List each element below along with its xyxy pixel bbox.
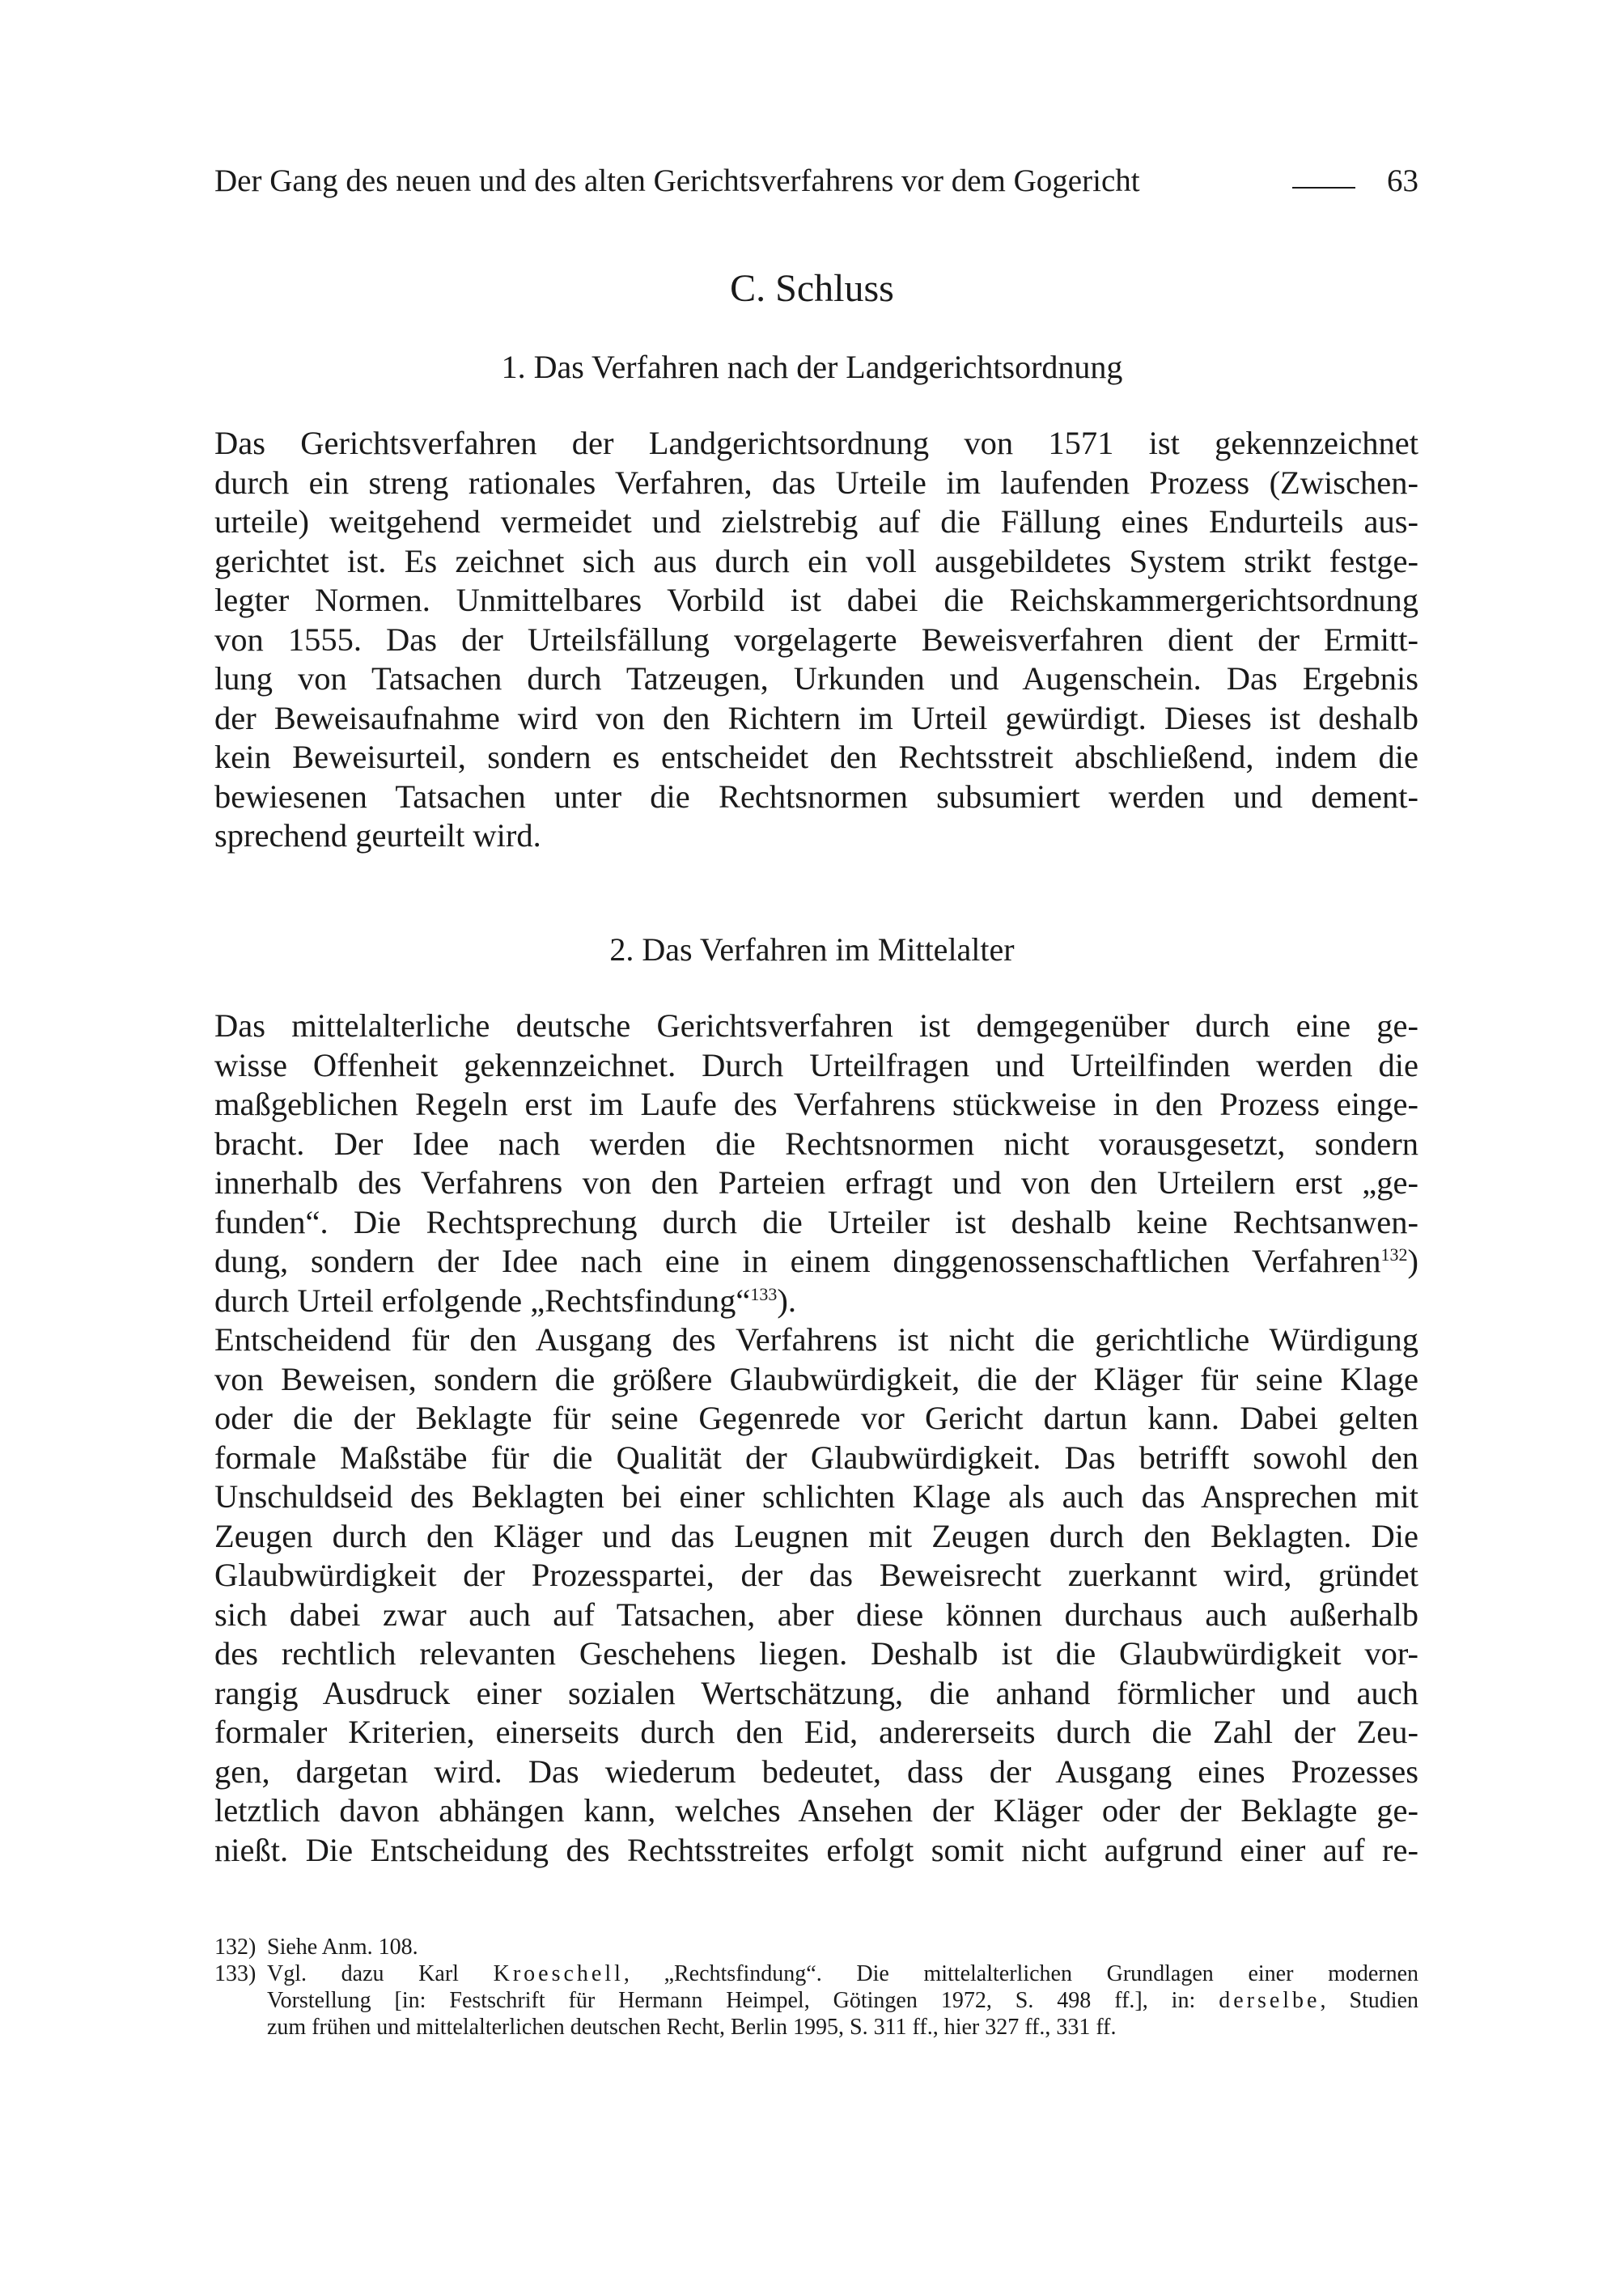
- text-line: bewiesenen Tatsachen unter die Rechtsnormen subsumiert werden und dement-: [214, 778, 1418, 815]
- text-line: oder die der Beklagte für seine Gegenrede vor Gericht dartun kann. Dabei gelten: [214, 1400, 1418, 1436]
- text-line: Glaubwürdigkeit der Prozesspartei, der das Beweisrecht zuerkannt wird, gründet: [214, 1557, 1418, 1593]
- footnote-line-text: Vorstellung [in: Festschrift für Hermann Heimpel, Götingen 1972, S. 498 ff.], in:: [267, 1988, 1196, 2013]
- text-line: maßgeblichen Regeln erst im Laufe des Verfahrens stückweise in den Prozess einge-: [214, 1086, 1418, 1122]
- paragraph-glaubwuerdigkeit: [214, 1320, 1418, 1870]
- page-number: 63: [1387, 163, 1418, 198]
- running-title: Der Gang des neuen und des alten Gerichtsverfahrens vor dem Gogericht: [214, 163, 1140, 198]
- text-line: urteile) weitgehend vermeidet und zielstrebig auf die Fällung eines Endurteils aus-: [214, 503, 1418, 540]
- text-line-with-footnote-ref: [214, 1282, 1418, 1321]
- text-line: nießt. Die Entscheidung des Rechtsstreites erfolgt somit nicht aufgrund einer auf re-: [214, 1831, 1418, 1868]
- footnote-number: 133): [214, 1961, 257, 1986]
- text-line: durch ein streng rationales Verfahren, das Urteile im laufenden Prozess (Zwischen-: [214, 464, 1418, 501]
- footnote-number: 132): [214, 1935, 257, 1960]
- text-line: wisse Offenheit gekennzeichnet. Durch Urteilfragen und Urteilfinden werden die: [214, 1046, 1418, 1083]
- footnote-line-text: Vgl. dazu Karl: [267, 1961, 459, 1986]
- footnotes: [214, 1934, 1418, 2041]
- text-line: innerhalb des Verfahrens von den Parteien erfragt und von den Urteilern erst „ge-: [214, 1164, 1418, 1201]
- text-line: kein Beweisurteil, sondern es entscheidet den Rechtsstreit abschließend, indem die: [214, 739, 1418, 775]
- text-line: Entscheidend für den Ausgang des Verfahrens ist nicht die gerichtliche Würdigung: [214, 1321, 1418, 1358]
- footnote-line-text: , „Rechtsfindung“. Die mittelalterlichen Grundlagen einer modernen: [623, 1961, 1419, 1986]
- text-line: gerichtet ist. Es zeichnet sich aus durch ein voll ausgebildetes System strikt festge-: [214, 542, 1418, 579]
- line-after: ).: [777, 1282, 797, 1319]
- footnote-133: [214, 1960, 1418, 2041]
- footnote-ref-133: 133: [750, 1283, 778, 1304]
- footnote-ref-132: 132: [1380, 1244, 1408, 1265]
- text-line: rangig Ausdruck einer sozialen Wertschätzung, die anhand förmlicher und auch: [214, 1674, 1418, 1711]
- footnote-line: [267, 1960, 1418, 1987]
- text-line: sprechend geurteilt wird.: [214, 817, 541, 854]
- subsection-title-2: 2. Das Verfahren im Mittelalter: [609, 931, 1015, 968]
- text-line: Das Gerichtsverfahren der Landgerichtsordnung von 1571 ist gekennzeichnet: [214, 425, 1418, 461]
- text-line: Unschuldseid des Beklagten bei einer schlichten Klage als auch das Ansprechen mit: [214, 1478, 1418, 1515]
- running-header: [214, 163, 1418, 211]
- text-line: von 1555. Das der Urteilsfällung vorgelagerte Beweisverfahren dient der Ermitt-: [214, 621, 1418, 658]
- line-text: dung, sondern der Idee nach eine in einem dinggenossenschaftlichen Verfahren: [214, 1243, 1381, 1279]
- text-line: Das mittelalterliche deutsche Gerichtsverfahren ist demgegenüber durch eine ge-: [214, 1007, 1418, 1044]
- text-line: letztlich davon abhängen kann, welches Ansehen der Kläger oder der Beklagte ge-: [214, 1792, 1418, 1829]
- text-line: gen, dargetan wird. Das wiederum bedeutet, dass der Ausgang eines Prozesses: [214, 1753, 1418, 1790]
- text-line: Zeugen durch den Kläger und das Leugnen mit Zeugen durch den Beklagten. Die: [214, 1517, 1418, 1554]
- text-line: sich dabei zwar auch auf Tatsachen, aber diese können durchaus auch außerhalb: [214, 1596, 1418, 1633]
- text-line: lung von Tatsachen durch Tatzeugen, Urkunden und Augenschein. Das Ergebnis: [214, 660, 1418, 697]
- author-name: Kroeschell: [493, 1961, 624, 1986]
- text-line-with-footnote-ref: [214, 1242, 1418, 1282]
- line-after: ): [1407, 1243, 1418, 1279]
- text-line: von Beweisen, sondern die größere Glaubwürdigkeit, die der Kläger für seine Klage: [214, 1360, 1418, 1397]
- footnote-line: [267, 1987, 1418, 2014]
- header-rule: [1292, 187, 1355, 189]
- section-title: C. Schluss: [730, 267, 894, 310]
- text-line: formaler Kriterien, einerseits durch den Eid, andererseits durch die Zahl der Zeu-: [214, 1714, 1418, 1750]
- author-name: derselbe: [1219, 1988, 1321, 2013]
- subsection-title-1: 1. Das Verfahren nach der Landgerichtsordnung: [501, 349, 1123, 385]
- text-line: des rechtlich relevanten Geschehens liegen. Deshalb ist die Glaubwürdigkeit vor-: [214, 1635, 1418, 1672]
- paragraph-landgerichtsordnung: [214, 424, 1418, 856]
- footnote-line-text: , Studien: [1320, 1988, 1419, 2013]
- text-line: der Beweisaufnahme wird von den Richtern im Urteil gewürdigt. Dieses ist deshalb: [214, 699, 1418, 736]
- line-text: durch Urteil erfolgende „Rechtsfindung“: [214, 1282, 751, 1319]
- footnote-text: Siehe Anm. 108.: [267, 1935, 418, 1960]
- footnote-line: zum frühen und mittelalterlichen deutschen Recht, Berlin 1995, S. 311 ff., hier 327 ff., 331 ff.: [267, 2015, 1117, 2040]
- footnote-132: [214, 1934, 1418, 1960]
- text-line: legter Normen. Unmittelbares Vorbild ist dabei die Reichskammergerichtsordnung: [214, 582, 1418, 618]
- text-line: formale Maßstäbe für die Qualität der Glaubwürdigkeit. Das betrifft sowohl den: [214, 1439, 1418, 1476]
- text-line: bracht. Der Idee nach werden die Rechtsnormen nicht vorausgesetzt, sondern: [214, 1125, 1418, 1162]
- paragraph-mittelalter: [214, 1007, 1418, 1320]
- text-line: funden“. Die Rechtsprechung durch die Urteiler ist deshalb keine Rechtsanwen-: [214, 1203, 1418, 1240]
